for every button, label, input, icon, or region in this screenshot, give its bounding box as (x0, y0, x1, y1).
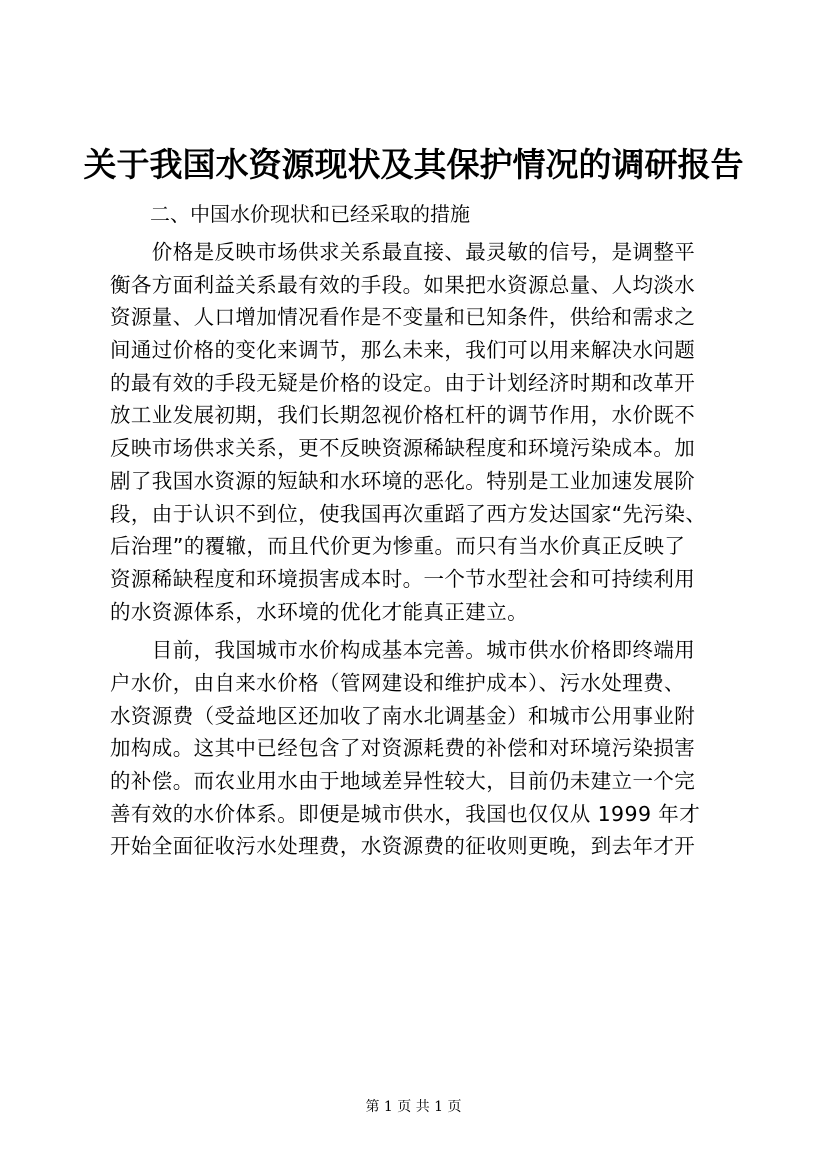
paragraph-line: 资源稀缺程度和环境损害成本时。一个节水型社会和可持续利用 (110, 566, 696, 591)
paragraph-1 (110, 236, 720, 628)
paragraph-line: 户水价，由自来水价格（管网建设和维护成本）、污水处理费、 (110, 670, 685, 695)
paragraph-line: 间通过价格的变化来调节，那么未来，我们可以用来解决水问题 (110, 338, 696, 363)
paragraph-line: 善有效的水价体系。即便是城市供水，我国也仅仅从 1999 年才 (110, 801, 701, 826)
paragraph-2 (110, 634, 720, 863)
paragraph-line: 后治理”的覆辙，而且代价更为惨重。而只有当水价真正反映了 (110, 534, 686, 559)
paragraph-line: 水资源费（受益地区还加收了南水北调基金）和城市公用事业附 (110, 703, 696, 728)
paragraph-line: 目前，我国城市水价构成基本完善。城市供水价格即终端用 (110, 638, 696, 663)
paragraph-line: 价格是反映市场供求关系最直接、最灵敏的信号，是调整平 (110, 240, 696, 264)
paragraph-line: 衡各方面利益关系最有效的手段。如果把水资源总量、人均淡水 (110, 272, 696, 297)
paragraph-line: 加构成。这其中已经包含了对资源耗费的补偿和对环境污染损害 (110, 736, 696, 761)
paragraph-line: 的补偿。而农业用水由于地域差异性较大，目前仍未建立一个完 (110, 769, 696, 793)
paragraph-line: 的水资源体系，水环境的优化才能真正建立。 (110, 599, 528, 624)
paragraph-line: 反映市场供求关系，更不反映资源稀缺程度和环境污染成本。加 (110, 436, 696, 461)
paragraph-line: 放工业发展初期，我们长期忽视价格杠杆的调节作用，水价既不 (110, 403, 696, 428)
section-heading: 二、中国水价现状和已经采取的措施 (150, 202, 470, 226)
document-title: 关于我国水资源现状及其保护情况的调研报告 (83, 145, 744, 184)
paragraph-line: 开始全面征收污水处理费，水资源费的征收则更晚，到去年才开 (110, 834, 696, 859)
paragraph-line: 段，由于认识不到位，使我国再次重蹈了西方发达国家“先污染、 (110, 501, 707, 526)
page-footer: 第 1 页 共 1 页 (365, 1099, 462, 1115)
paragraph-line: 的最有效的手段无疑是价格的设定。由于计划经济时期和改革开 (110, 370, 696, 395)
document-body (110, 236, 720, 863)
paragraph-line: 资源量、人口增加情况看作是不变量和已知条件，供给和需求之 (110, 305, 696, 330)
paragraph-line: 剧了我国水资源的短缺和水环境的恶化。特别是工业加速发展阶 (110, 468, 696, 493)
